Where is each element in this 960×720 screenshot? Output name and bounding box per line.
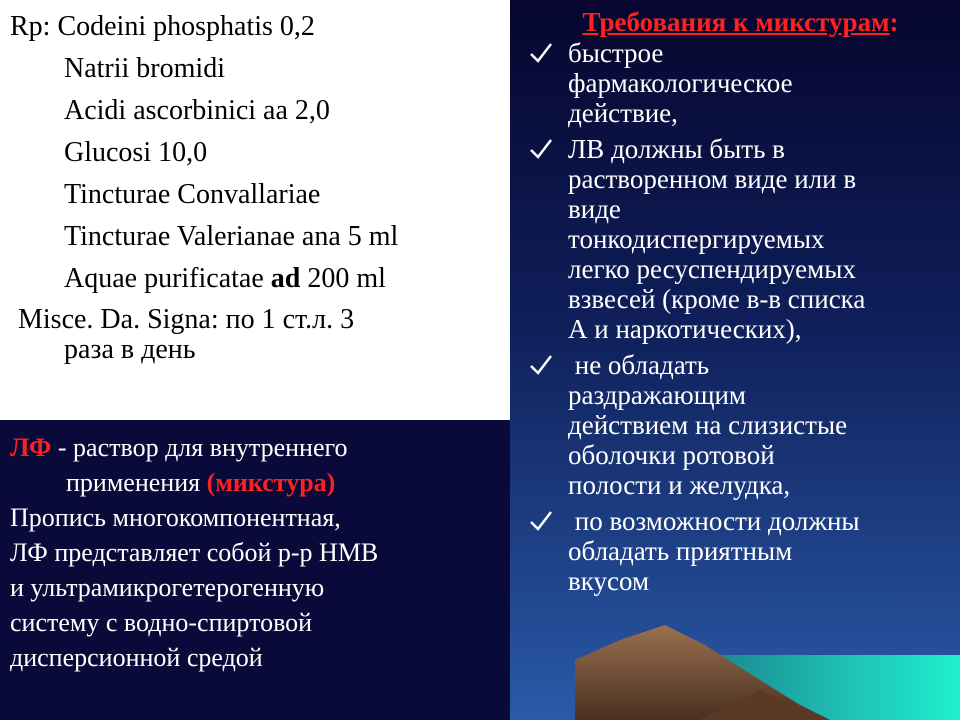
lf-text: - раствор для внутреннего: [51, 433, 348, 462]
rp-line: Rp: Codeini phosphatis 0,2: [10, 11, 315, 42]
requirements-list: [528, 38, 953, 596]
requirement-line: вкусом: [568, 566, 650, 596]
rp-line: Natrii bromidi: [64, 53, 225, 84]
requirement-item: [528, 134, 953, 344]
requirement-line: взвесей (кроме в-в списка: [568, 284, 866, 314]
check-icon: [528, 136, 554, 162]
title-colon: :: [889, 7, 899, 37]
requirement-line: тонкодиспергируемых: [568, 224, 825, 254]
rp-line: Tincturae Valerianae ana 5 ml: [64, 221, 399, 252]
requirement-line: виде: [568, 194, 621, 224]
signa-line-2: раза в день: [64, 334, 196, 365]
requirement-line: по возможности должны: [568, 506, 860, 536]
check-icon: [528, 508, 554, 534]
check-icon: [528, 352, 554, 378]
requirement-line: полости и желудка,: [568, 470, 791, 500]
requirements-title-text: Требования к микстурам: [582, 7, 890, 37]
lf-rest-line: дисперсионной средой: [10, 643, 263, 672]
requirement-line: ЛВ должны быть в: [568, 134, 785, 164]
lf-rest-line: систему с водно-спиртовой: [10, 608, 313, 637]
requirement-item: [528, 38, 953, 128]
lf-rest-line: и ультрамикрогетерогенную: [10, 573, 325, 602]
requirement-item: [528, 506, 953, 596]
rp-line: Glucosi 10,0: [64, 137, 208, 168]
requirement-line: оболочки ротовой: [568, 440, 775, 470]
signa-line: Misce. Da. Signa: по 1 ст.л. 3: [18, 304, 355, 335]
rp-line: Acidi ascorbinici aa 2,0: [64, 95, 330, 126]
requirement-line: раздражающим: [568, 380, 747, 410]
dosage-form-description: [10, 430, 500, 675]
ad-bold: ad: [270, 263, 301, 294]
rp-line: Tincturae Convallariae: [64, 179, 321, 210]
mixtura-label: (микстура): [206, 468, 336, 497]
requirement-line: растворенном виде или в: [568, 164, 857, 194]
lf-rest-line: Пропись многокомпонентная,: [10, 503, 341, 532]
requirement-line: действием на слизистые: [568, 410, 848, 440]
aquae-text: Aquae purificatae: [64, 263, 271, 294]
requirement-line: быстрое: [568, 38, 664, 68]
requirement-line: обладать приятным: [568, 536, 793, 566]
lf-application: применения: [66, 468, 207, 497]
lf-rest-line: ЛФ представляет собой р-р НМВ: [10, 538, 379, 567]
lf-line-1: [10, 430, 500, 465]
lf-label: ЛФ: [10, 433, 52, 462]
lf-line-2: [10, 465, 500, 500]
aquae-amount: 200 ml: [300, 263, 386, 294]
prescription-text: [10, 6, 398, 364]
requirements-panel: [528, 6, 953, 602]
check-icon: [528, 40, 554, 66]
rp-line-aquae: [10, 258, 398, 300]
requirement-line: не обладать: [568, 350, 710, 380]
requirement-line: легко ресуспендируемых: [568, 254, 856, 284]
requirement-line: действие,: [568, 98, 678, 128]
requirement-item: [528, 350, 953, 500]
requirement-line: А и наркотических),: [568, 314, 802, 344]
requirement-line: фармакологическое: [568, 68, 793, 98]
requirements-title: [528, 6, 953, 38]
